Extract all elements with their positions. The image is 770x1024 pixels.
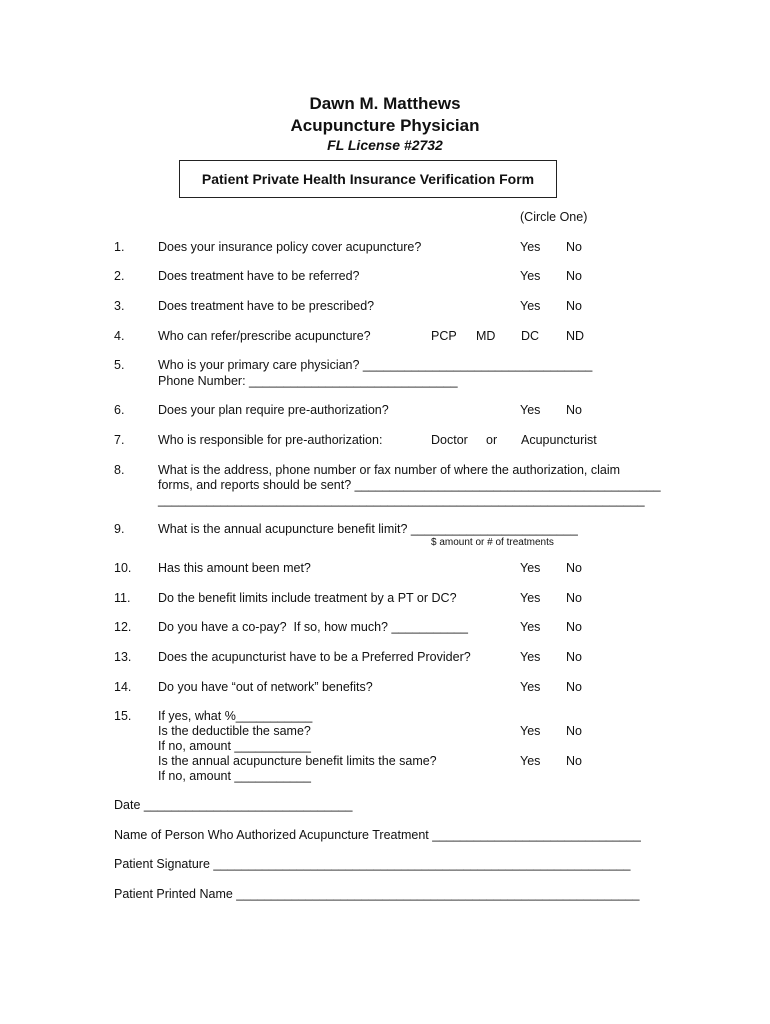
option-no[interactable]: No xyxy=(566,403,582,417)
option-yes[interactable]: Yes xyxy=(520,561,541,575)
option-no[interactable]: No xyxy=(566,754,582,768)
benefit-limit-field[interactable]: What is the annual acupuncture benefit limit? ________________________ xyxy=(158,522,578,536)
patient-signature-field[interactable]: Patient Signature ____________________________________________________________ xyxy=(114,857,631,871)
option-or-label: or xyxy=(486,433,498,447)
option-no[interactable]: No xyxy=(566,650,582,664)
physician-title: Acupuncture Physician xyxy=(290,116,480,135)
copay-field[interactable]: Do you have a co-pay? If so, how much? ___________ xyxy=(158,620,468,634)
question-number: 10. xyxy=(114,561,132,575)
primary-care-physician-field[interactable]: Who is your primary care physician? _________________________________ xyxy=(158,358,593,372)
question-text: Who is responsible for pre-authorization: xyxy=(158,433,383,447)
option-yes[interactable]: Yes xyxy=(520,269,541,283)
authorized-person-field[interactable]: Name of Person Who Authorized Acupuncture Treatment ______________________________ xyxy=(114,828,641,842)
option-no[interactable]: No xyxy=(566,561,582,575)
phone-number-field[interactable]: Phone Number: ______________________________ xyxy=(158,374,458,388)
question-text: Does your insurance policy cover acupuncture? xyxy=(158,240,422,254)
option-yes[interactable]: Yes xyxy=(520,650,541,664)
option-no[interactable]: No xyxy=(566,620,582,634)
patient-printed-name-field[interactable]: Patient Printed Name __________________________________________________________ xyxy=(114,887,640,901)
deductible-amount-field[interactable]: If no, amount ___________ xyxy=(158,739,311,753)
option-md[interactable]: MD xyxy=(476,329,496,343)
option-yes[interactable]: Yes xyxy=(520,403,541,417)
option-yes[interactable]: Yes xyxy=(520,680,541,694)
question-text: Does treatment have to be referred? xyxy=(158,269,360,283)
form-title: Patient Private Health Insurance Verification Form xyxy=(201,171,535,187)
question-text: Does your plan require pre-authorization? xyxy=(158,403,389,417)
option-yes[interactable]: Yes xyxy=(520,591,541,605)
option-dc[interactable]: DC xyxy=(521,329,540,343)
question-number: 4. xyxy=(114,329,125,343)
option-no[interactable]: No xyxy=(566,269,582,283)
option-yes[interactable]: Yes xyxy=(520,724,541,738)
question-number: 8. xyxy=(114,463,125,477)
question-text: Does the acupuncturist have to be a Preferred Provider? xyxy=(158,650,471,664)
question-number: 14. xyxy=(114,680,132,694)
question-number: 5. xyxy=(114,358,125,372)
form-title-box xyxy=(179,160,557,198)
circle-one-label: (Circle One) xyxy=(520,210,588,224)
address-field-continued[interactable]: ______________________________________________________________________ xyxy=(158,493,645,507)
question-text: Who can refer/prescribe acupuncture? xyxy=(158,329,371,343)
option-yes[interactable]: Yes xyxy=(520,754,541,768)
option-no[interactable]: No xyxy=(566,299,582,313)
license-number: FL License #2732 xyxy=(327,137,443,153)
question-number: 6. xyxy=(114,403,125,417)
option-yes[interactable]: Yes xyxy=(520,620,541,634)
question-text: Has this amount been met? xyxy=(158,561,311,575)
question-number: 11. xyxy=(114,591,131,605)
option-yes[interactable]: Yes xyxy=(520,299,541,313)
question-number: 12. xyxy=(114,620,132,634)
question-text: Is the deductible the same? xyxy=(158,724,311,738)
benefit-limit-hint: $ amount or # of treatments xyxy=(431,537,554,548)
option-no[interactable]: No xyxy=(566,724,582,738)
network-percent-field[interactable]: If yes, what %___________ xyxy=(158,709,313,723)
option-doctor[interactable]: Doctor xyxy=(431,433,468,447)
option-acupuncturist[interactable]: Acupuncturist xyxy=(521,433,597,447)
question-number: 15. xyxy=(114,709,132,723)
option-nd[interactable]: ND xyxy=(566,329,585,343)
question-text: What is the address, phone number or fax number of where the authorization, claim xyxy=(158,463,621,477)
option-no[interactable]: No xyxy=(566,240,582,254)
option-no[interactable]: No xyxy=(566,591,582,605)
option-pcp[interactable]: PCP xyxy=(431,329,457,343)
benefit-amount-field[interactable]: If no, amount ___________ xyxy=(158,769,311,783)
address-field[interactable]: forms, and reports should be sent? ____________________________________________ xyxy=(158,478,661,492)
question-text: Do the benefit limits include treatment by a PT or DC? xyxy=(158,591,457,605)
question-number: 9. xyxy=(114,522,125,536)
option-yes[interactable]: Yes xyxy=(520,240,541,254)
question-number: 13. xyxy=(114,650,132,664)
question-text: Do you have “out of network” benefits? xyxy=(158,680,373,694)
question-number: 7. xyxy=(114,433,125,447)
question-text: Does treatment have to be prescribed? xyxy=(158,299,375,313)
question-text: Is the annual acupuncture benefit limits the same? xyxy=(158,754,437,768)
date-field[interactable]: Date ______________________________ xyxy=(114,798,353,812)
question-number: 3. xyxy=(114,299,125,313)
physician-name: Dawn M. Matthews xyxy=(309,94,461,113)
question-number: 2. xyxy=(114,269,125,283)
option-no[interactable]: No xyxy=(566,680,582,694)
question-number: 1. xyxy=(114,240,125,254)
